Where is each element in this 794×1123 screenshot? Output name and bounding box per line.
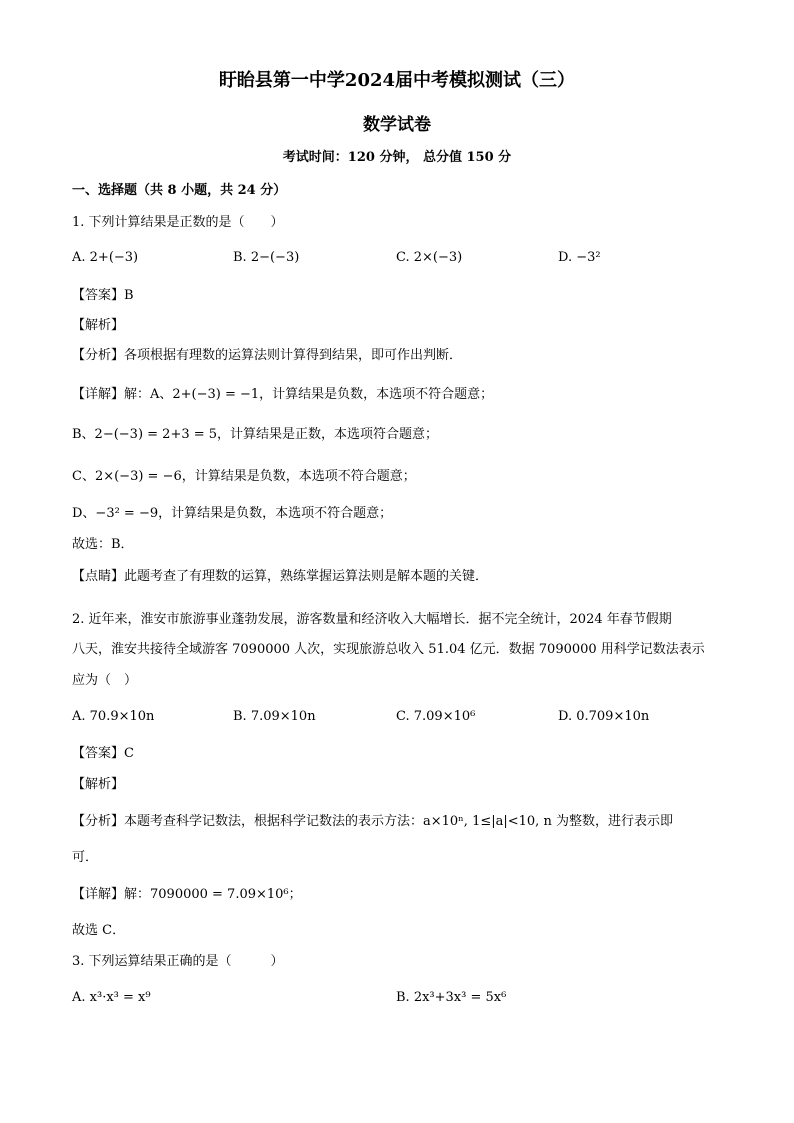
q1-detail-d: D、−3² = −9，计算结果是负数，本选项不符合题意； xyxy=(72,506,393,521)
q2-detail: 【详解】解：7090000 = 7.09×10⁶； xyxy=(72,887,302,902)
q1-option-b: B. 2−(−3) xyxy=(233,250,300,265)
section-heading: 一、选择题（共 8 小题，共 24 分） xyxy=(72,183,287,198)
q3-stem: 3. 下列运算结果正确的是（ ） xyxy=(72,954,284,969)
q1-detail-a: 【详解】解：A、2+(−3) = −1，计算结果是负数，本选项不符合题意； xyxy=(72,387,494,402)
q2-fenxi-line2: 可． xyxy=(72,850,99,865)
q1-detail-b: B、2−(−3) = 2+3 = 5，计算结果是正数，本选项符合题意； xyxy=(72,427,439,442)
q3-option-a: A. x³·x³ = x⁹ xyxy=(72,990,151,1005)
q1-option-c: C. 2×(−3) xyxy=(396,250,463,265)
q1-dianjing: 【点睛】此题考查了有理数的运算，熟练掌握运算法则是解本题的关键． xyxy=(72,569,489,584)
q2-option-d: D. 0.709×10n xyxy=(558,709,650,724)
q1-answer: 【答案】B xyxy=(72,288,134,303)
q2-answer: 【答案】C xyxy=(72,746,134,761)
q1-choose: 故选：B． xyxy=(72,537,134,552)
q2-fenxi-line1: 【分析】本题考查科学记数法，根据科学记数法的表示方法：a×10ⁿ, 1≤|a|<10, n 为整数，进行表示即 xyxy=(72,814,673,829)
q2-option-a: A. 70.9×10n xyxy=(72,709,155,724)
q2-option-c: C. 7.09×10⁶ xyxy=(396,709,476,724)
exam-info: 考试时间：120 分钟， 总分值 150 分 xyxy=(282,150,512,165)
q1-fenxi: 【分析】各项根据有理数的运算法则计算得到结果，即可作出判断． xyxy=(72,348,463,363)
q2-choose: 故选 C． xyxy=(72,923,126,938)
q1-detail-c: C、2×(−3) = −6，计算结果是负数，本选项不符合题意； xyxy=(72,469,416,484)
q2-stem-line2: 八天，淮安共接待全域游客 7090000 人次，实现旅游总收入 51.04 亿元．数据 7090000 用科学记数法表示 xyxy=(72,642,705,657)
q1-analysis-label: 【解析】 xyxy=(72,318,125,333)
q2-stem-line3: 应为（ ） xyxy=(72,673,138,688)
q1-option-a: A. 2+(−3) xyxy=(72,250,139,265)
q2-analysis-label: 【解析】 xyxy=(72,777,125,792)
q2-stem-line1: 2. 近年来，淮安市旅游事业蓬勃发展，游客数量和经济收入大幅增长．据不完全统计，2024 年春节假期 xyxy=(72,612,672,627)
paper-subtitle: 数学试卷 xyxy=(363,115,431,135)
q1-stem: 1. 下列计算结果是正数的是（ ） xyxy=(72,215,284,230)
q2-option-b: B. 7.09×10n xyxy=(233,709,316,724)
q3-option-b: B. 2x³+3x³ = 5x⁶ xyxy=(396,990,507,1005)
exam-title: 盱眙县第一中学2024届中考模拟测试（三） xyxy=(218,70,576,91)
q1-option-d: D. −3² xyxy=(558,250,601,265)
